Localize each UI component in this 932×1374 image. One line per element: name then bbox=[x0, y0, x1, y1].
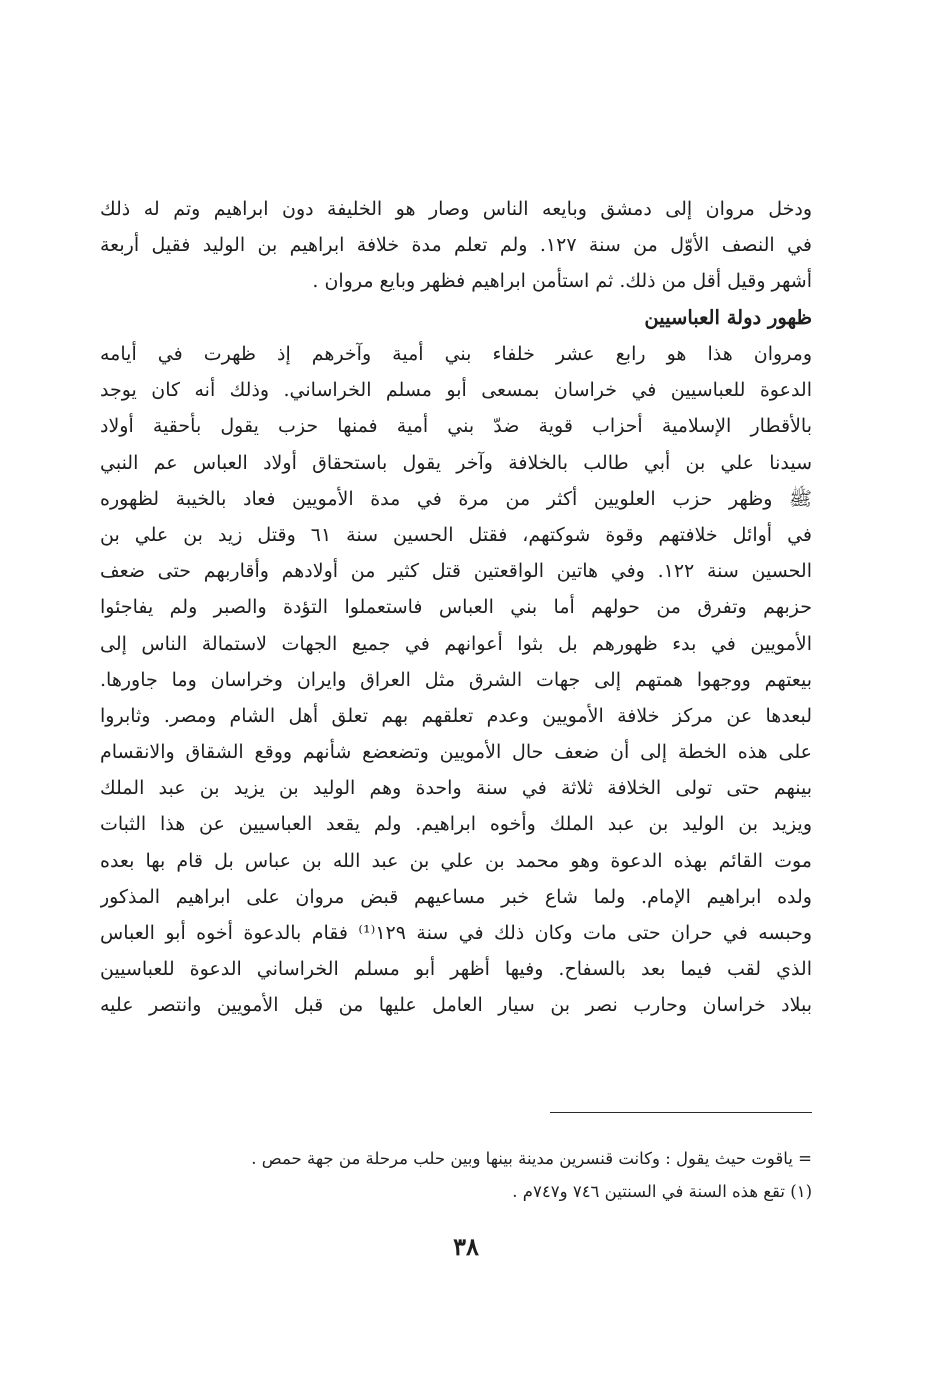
body-line: بيعتهم ووجهوا همتهم إلى جهات الشرق مثل العراق وايران وخراسان وما جاورها. bbox=[100, 668, 812, 691]
body-line: حزبهم وتفرق من حولهم أما بني العباس فاستعملوا التؤدة والصبر ولم يفاجئوا bbox=[100, 596, 812, 619]
footnote-divider bbox=[550, 1112, 812, 1113]
body-line: ويزيد بن الوليد بن عبد الملك وأخوه ابراهيم. ولم يقعد العباسيين عن هذا الثبات bbox=[100, 813, 812, 836]
body-text-top bbox=[100, 191, 812, 336]
page-number: ٣٨ bbox=[453, 1232, 479, 1261]
body-line: ولده ابراهيم الإمام. ولما شاع خبر مساعيهم قبض مروان على ابراهيم المذكور bbox=[100, 885, 812, 908]
body-line: لبعدها عن مركز خلافة الأمويين وعدم تعلقهم بهم تعلق أهل الشام ومصر. وثابروا bbox=[100, 704, 812, 727]
body-line: في أوائل خلافتهم وقوة شوكتهم، فقتل الحسين سنة ٦١ وقتل زيد بن علي بن bbox=[100, 523, 812, 546]
footnotes bbox=[100, 1142, 812, 1208]
body-text-main bbox=[100, 336, 812, 1060]
body-line: الذي لقب فيما بعد بالسفاح. وفيها أظهر أبو مسلم الخراساني الدعوة للعباسيين bbox=[100, 958, 812, 981]
body-line: بينهم حتى تولى الخلافة ثلاثة في سنة واحدة وهم الوليد بن يزيد بن عبد الملك bbox=[100, 777, 812, 800]
body-line: الحسين سنة ١٢٢. وفي هاتين الواقعتين قتل كثير من أولادهم وأقاربهم حتى ضعف bbox=[100, 560, 812, 583]
body-line: على هذه الخطة إلى أن ضعف حال الأمويين وتضعضع شأنهم ووقع الشقاق والانقسام bbox=[100, 741, 812, 764]
footnote-continuation: = ياقوت حيث يقول : وكانت قنسرين مدينة بينها وبين حلب مرحلة من جهة حمص . bbox=[251, 1149, 812, 1168]
body-line bbox=[100, 1024, 812, 1060]
body-line: ودخل مروان إلى دمشق وبايعه الناس وصار هو الخليفة دون ابراهيم وتم له ذلك bbox=[100, 198, 812, 220]
body-line: ومروان هذا هو رابع عشر خلفاء بني أمية وآخرهم إذ ظهرت في أيامه bbox=[100, 343, 812, 365]
body-line: الأمويين في بدء ظهورهم بل بثوا أعوانهم في جميع الجهات لاستمالة الناس إلى bbox=[100, 632, 812, 655]
body-line: موت القائم بهذه الدعوة وهو محمد بن علي بن عبد الله بن عباس بل قام بها بعده bbox=[100, 849, 812, 872]
section-heading: ظهور دولة العباسيين bbox=[644, 305, 812, 329]
body-line: ببلاد خراسان وحارب نصر بن سيار العامل عليها من قبل الأمويين وانتصر عليه bbox=[100, 994, 812, 1017]
body-line: ﷺ وظهر حزب العلويين أكثر من مرة في مدة الأمويين فعاد بالخيبة لظهوره bbox=[100, 487, 812, 510]
body-line: في النصف الأوّل من سنة ١٢٧. ولم تعلم مدة خلافة ابراهيم بن الوليد فقيل أربعة bbox=[100, 234, 812, 257]
body-line: وحبسه في حران حتى مات وكان ذلك في سنة ١٢٩⁽¹⁾ فقام بالدعوة أخوه أبو العباس bbox=[100, 922, 812, 944]
footnote-1: (١) تقع هذه السنة في السنتين ٧٤٦ و٧٤٧م . bbox=[512, 1182, 812, 1201]
body-line: الدعوة للعباسيين في خراسان بمسعى أبو مسلم الخراساني. وذلك أنه كان يوجد bbox=[100, 379, 812, 402]
body-line: أشهر وقيل أقل من ذلك. ثم استأمن ابراهيم فظهر وبايع مروان . bbox=[312, 270, 812, 293]
body-line: بالأقطار الإسلامية أحزاب قوية ضدّ بني أمية فمنها حزب يقول بأحقية أولاد bbox=[100, 415, 812, 438]
body-line: سيدنا علي بن أبي طالب بالخلافة وآخر يقول باستحقاق أولاد العباس عم النبي bbox=[100, 451, 812, 474]
